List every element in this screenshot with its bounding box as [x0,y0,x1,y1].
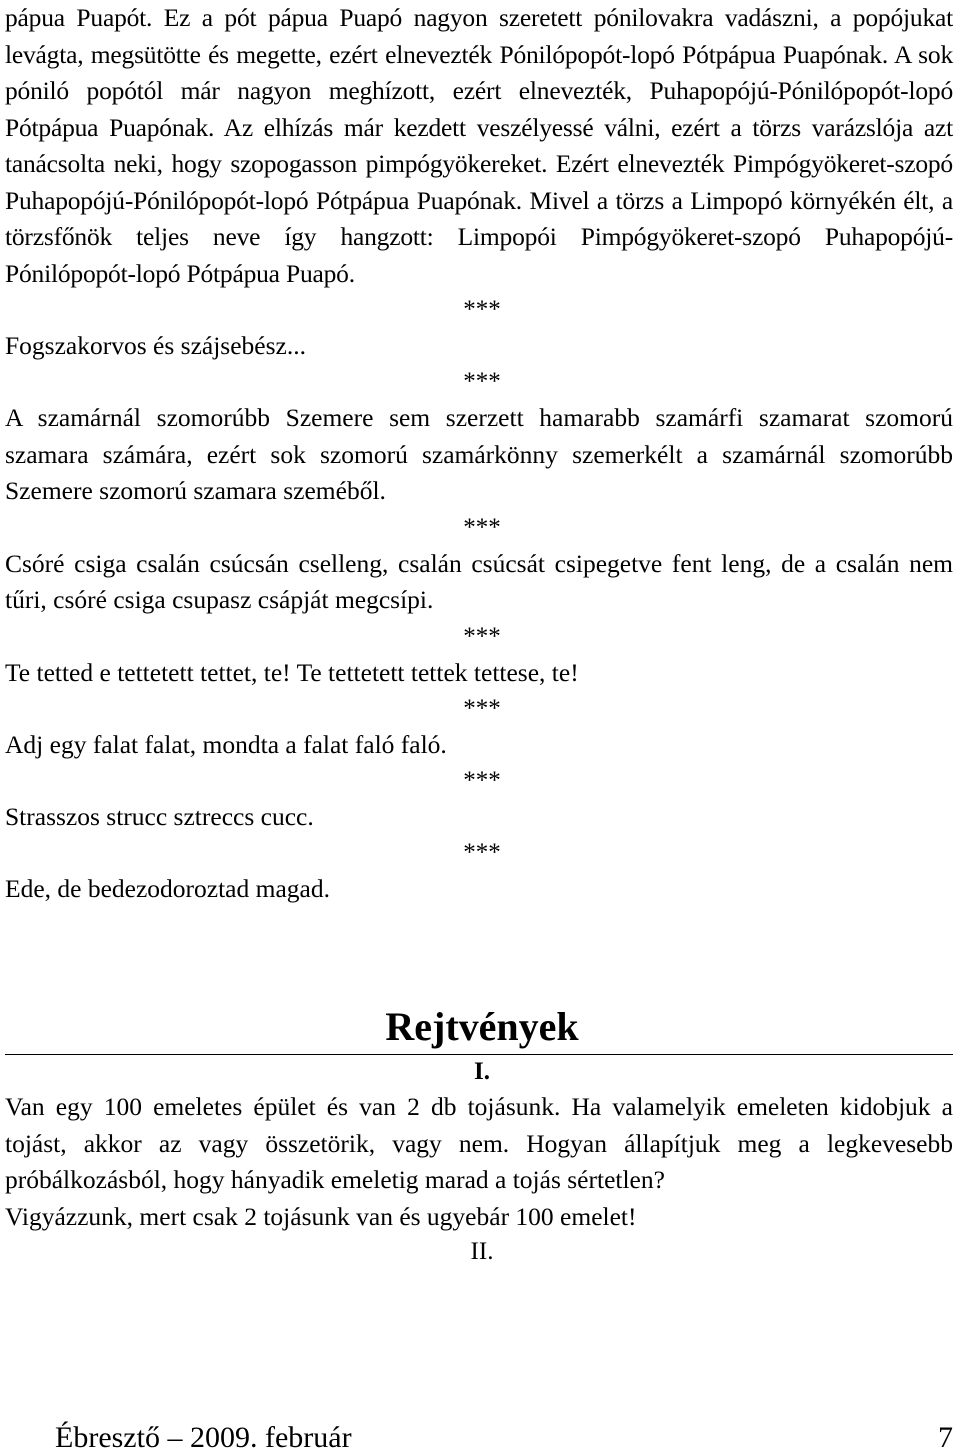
tongue-twister-line: Strasszos strucc sztreccs cucc. [5,801,314,831]
publication-label: Ébresztő – 2009. február [55,1421,352,1454]
section-title: Rejtvények [385,1004,579,1049]
separator: *** [463,694,501,722]
document-page [5,0,953,907]
page-number: 7 [938,1421,953,1454]
separator: *** [463,622,501,650]
tongue-twister-line: Ede, de bedezodoroztad magad. [5,873,330,903]
puzzle-note: Vigyázzunk, mert csak 2 tojásunk van és ugyebár 100 emelet! [5,1201,637,1231]
tongue-twister-paragraph: A szamárnál szomorúbb Szemere sem szerzett hamarabb szamárfi szamarat szomorú szamara számára, ezért sok szomorú szamárkönny szemerkélt a szamárnál szomorúbb Szemere szomorú szamara szeméből. [5,403,953,505]
puzzles-section [5,1002,953,1269]
puzzle-number: II. [470,1237,494,1265]
tongue-twister-line: Te tetted e tettetett tettet, te! Te tettetett tettek tettese, te! [5,657,579,687]
separator: *** [463,296,501,323]
separator: *** [463,513,501,541]
separator: *** [463,766,501,794]
separator: *** [463,368,501,395]
joke-line: Fogszakorvos és szájsebész... [5,331,306,360]
puzzle-number: I. [474,1058,490,1085]
tongue-twister-paragraph: Csóré csiga csalán csúcsán cselleng, csalán csúcsát csipegetve fent leng, de a csalán nem tűri, csóré csiga csupasz csápját megcsípi. [5,548,953,614]
puzzle-text: Van egy 100 emeletes épület és van 2 db tojásunk. Ha valamelyik emeleten kidobjuk a tojást, akkor az vagy összetörik, vagy nem. Hogyan állapítjuk meg a legkevesebb próbálkozásból, hogy hányadik emeletig marad a tojás sértetlen? [5,1092,953,1194]
story-paragraph: pápua Puapót. Ez a pót pápua Puapó nagyon szeretett pónilovakra vadászni, a popójukat levágta, megsütötte és megette, ezért elnevezték Pónilópopót-lopó Pótpápua Puapónak. A sok póniló popótól már nagyon meghízott, ezért elnevezték, Puhapopójú-Pónilópopót-lopó Pótpápua Puapónak. Az elhízás már kezdett veszélyessé válni, ezért a törzs varázslója azt tanácsolta neki, hogy szopogasson pimpógyökereket. Ezért elnevezték Pimpógyökeret-szopó Puhapopójú-Pónilópopót-lopó Pótpápua Puapónak. Mivel a törzs a Limpopó környékén élt, a törzsfőnök teljes neve így hangzott: Limpopói Pimpógyökeret-szopó Puhapopójú-Pónilópopót-lopó Pótpápua Puapó. [5,3,953,288]
tongue-twister-line: Adj egy falat falat, mondta a falat faló faló. [5,729,447,759]
separator: *** [463,838,501,866]
